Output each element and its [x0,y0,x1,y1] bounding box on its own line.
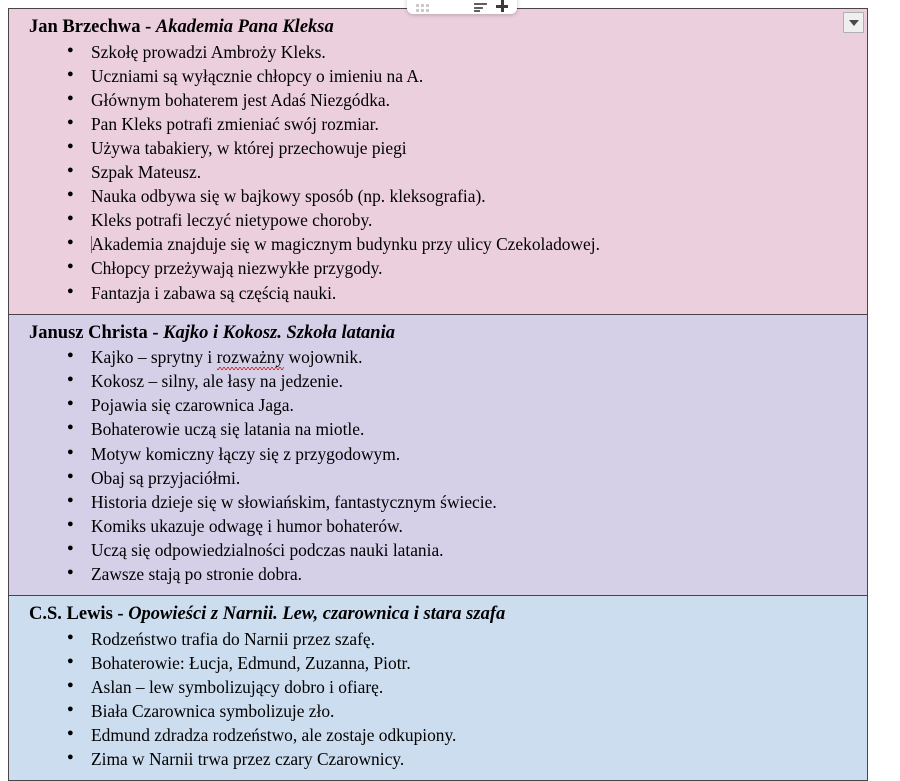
bullet-text: Historia dzieje się w słowiańskim, fantastycznym świecie. [91,491,497,512]
chevron-down-icon[interactable] [843,12,864,33]
bullet-item[interactable] [19,747,857,771]
bullet-text: Motyw komiczny łączy się z przygodowym. [91,443,401,464]
bullet-text: Używa tabakiery, w której przechowuje piegi [91,137,407,158]
bullet-text: Szkołę prowadzi Ambroży Kleks. [91,41,326,62]
plus-icon[interactable] [496,0,508,12]
bullet-text: Pojawia się czarownica Jaga. [91,395,294,416]
section-heading [29,16,857,39]
section-heading [29,322,857,345]
caret-down-glyph [849,20,859,26]
bullet-item[interactable] [19,538,857,562]
bullet-item[interactable] [19,627,857,651]
bullet-text: Nauka odbywa się w bajkowy sposób (np. kleksografia). [91,186,486,207]
bullet-text: Zawsze stają po stronie dobra. [91,564,303,584]
section-author: Jan Brzechwa - [29,17,156,37]
section-title: Opowieści z Narnii. Lew, czarownica i stara szafa [128,604,506,625]
bullet-item[interactable] [19,369,857,393]
bullet-list [19,40,857,305]
section-title: Akademia Pana Kleksa [155,17,334,37]
bullet-item[interactable] [19,88,857,112]
bullet-text: Uczą się odpowiedzialności podczas nauki latania. [91,539,444,560]
bullet-text: Uczniami są wyłącznie chłopcy o imieniu na A. [91,65,424,86]
bullet-text: Kokosz – silny, ale łasy na jedzenie. [91,371,343,392]
bullet-item[interactable] [19,232,857,256]
bullet-item[interactable] [19,562,857,586]
bullet-item[interactable] [19,466,857,490]
bullet-item[interactable] [19,112,857,136]
bullet-text: Bohaterowie uczą się latania na miotle. [91,419,365,440]
bullet-text: Pan Kleks potrafi zmieniać swój rozmiar. [91,113,379,134]
bullet-item[interactable] [19,256,857,280]
bullet-item[interactable] [19,442,857,466]
section-heading [29,603,857,626]
bullet-text: Komiks ukazuje odwagę i humor bohaterów. [91,515,403,536]
bullet-item[interactable] [19,184,857,208]
bullet-item[interactable] [19,675,857,699]
bullet-item[interactable] [19,136,857,160]
bullet-item[interactable] [19,490,857,514]
bullet-item[interactable]: ● Kajko – sprytny i rozważny wojownik. [19,345,857,369]
bullet-item[interactable] [19,40,857,64]
section-block[interactable] [9,596,867,780]
bullet-item[interactable] [19,393,857,417]
bullet-item[interactable] [19,417,857,441]
bullet-text: Obaj są przyjaciółmi. [91,467,241,488]
floating-block-toolbar[interactable] [407,0,517,14]
bullet-text: Głównym bohaterem jest Adaś Niezgódka. [91,89,390,110]
bullet-item[interactable] [19,651,857,675]
toolbar-left-group [416,4,429,12]
content-table [8,8,868,781]
section-title: Kajko i Kokosz. Szkoła latania [163,322,395,343]
bullet-item[interactable] [19,208,857,232]
bullet-text: Chłopcy przeżywają niezwykłe przygody. [91,258,383,279]
bullet-text: Fantazja i zabawa są częścią nauki. [91,282,337,303]
bullet-list [19,345,857,586]
bullet-text: Zima w Narnii trwa przez czary Czarownicy. [91,749,405,770]
bullet-text: Aslan – lew symbolizujący dobro i ofiarę. [91,676,384,697]
bullet-list [19,627,857,772]
bullet-text: Bohaterowie: Łucja, Edmund, Zuzanna, Piotr. [91,652,411,673]
bullet-item[interactable] [19,514,857,538]
toolbar-right-group [474,0,508,12]
section-author: Janusz Christa - [29,322,164,343]
misspelled-word[interactable]: rozważny [217,345,285,369]
bullet-text: Szpak Mateusz. [91,162,202,183]
bullet-text: Rodzeństwo trafia do Narnii przez szafę. [91,628,375,649]
section-author: C.S. Lewis - [29,604,129,625]
text-align-left-icon[interactable] [474,3,487,12]
section-block[interactable] [9,9,867,315]
bullet-item[interactable] [19,699,857,723]
bullet-text: Kleks potrafi leczyć nietypowe choroby. [91,210,373,231]
bullet-item[interactable] [19,64,857,88]
bullet-text: Akademia znajduje się w magicznym budynku przy ulicy Czekoladowej. [91,234,600,255]
six-dot-drag-handle-icon[interactable] [416,4,429,12]
section-block[interactable] [9,315,867,597]
bullet-text: Biała Czarownica symbolizuje zło. [91,700,335,721]
bullet-item[interactable] [19,160,857,184]
bullet-item[interactable] [19,281,857,305]
bullet-text: Edmund zdradza rodzeństwo, ale zostaje odkupiony. [91,725,457,746]
